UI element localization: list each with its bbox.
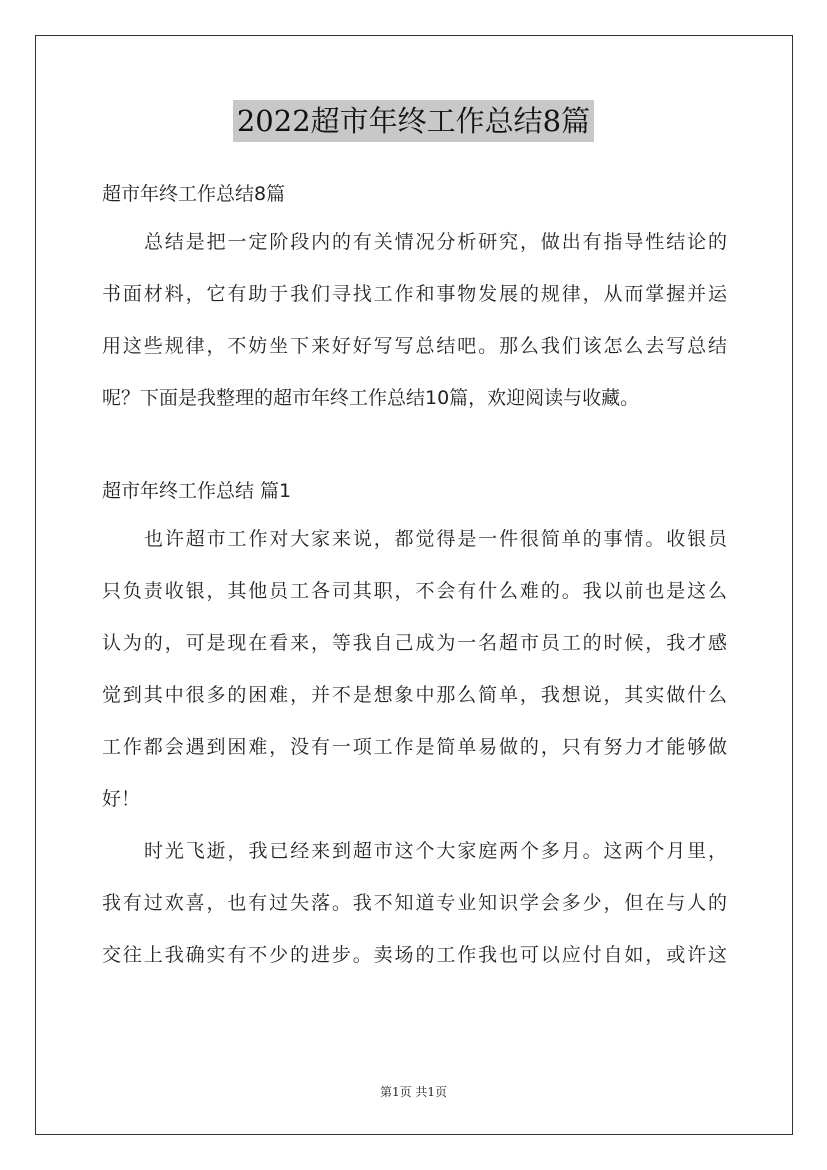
text-line: 用这些规律，不妨坐下来好好写写总结吧。那么我们该怎么去写总结 (102, 335, 727, 357)
title-container (0, 100, 827, 142)
section-spacer (102, 424, 727, 469)
text-line: 书面材料，它有助于我们寻找工作和事物发展的规律，从而掌握并运 (102, 283, 727, 305)
intro-paragraph (102, 216, 727, 424)
text-line: 认为的，可是现在看来，等我自己成为一名超市员工的时候，我才感 (102, 632, 727, 654)
text-line: 我有过欢喜，也有过失落。我不知道专业知识学会多少，但在与人的 (102, 892, 727, 914)
text-line: 交往上我确实有不少的进步。卖场的工作我也可以应付自如，或许这 (102, 944, 727, 966)
page-footer (0, 1083, 827, 1100)
text-line: 呢？下面是我整理的超市年终工作总结10篇，欢迎阅读与收藏。 (102, 387, 640, 409)
paragraph-2 (102, 825, 727, 981)
text-line: 工作都会遇到困难，没有一项工作是简单易做的，只有努力才能够做 (102, 736, 727, 758)
text-line: 总结是把一定阶段内的有关情况分析研究，做出有指导性结论的 (144, 231, 727, 253)
subtitle: 超市年终工作总结8篇 (102, 183, 286, 205)
text-line: 也许超市工作对大家来说，都觉得是一件很简单的事情。收银员 (144, 528, 727, 550)
section-heading: 超市年终工作总结 篇1 (102, 480, 292, 502)
text-line: 觉到其中很多的困难，并不是想象中那么简单，我想说，其实做什么 (102, 684, 727, 706)
text-line: 只负责收银，其他员工各司其职，不会有什么难的。我以前也是这么 (102, 580, 727, 602)
text-line: 好！ (102, 788, 141, 810)
document-title: 2022超市年终工作总结8篇 (233, 100, 594, 142)
paragraph-1 (102, 513, 727, 825)
text-line: 时光飞逝，我已经来到超市这个大家庭两个多月。这两个月里， (144, 840, 727, 862)
page-number: 第1页 共1页 (379, 1085, 448, 1099)
document-body (102, 172, 727, 981)
